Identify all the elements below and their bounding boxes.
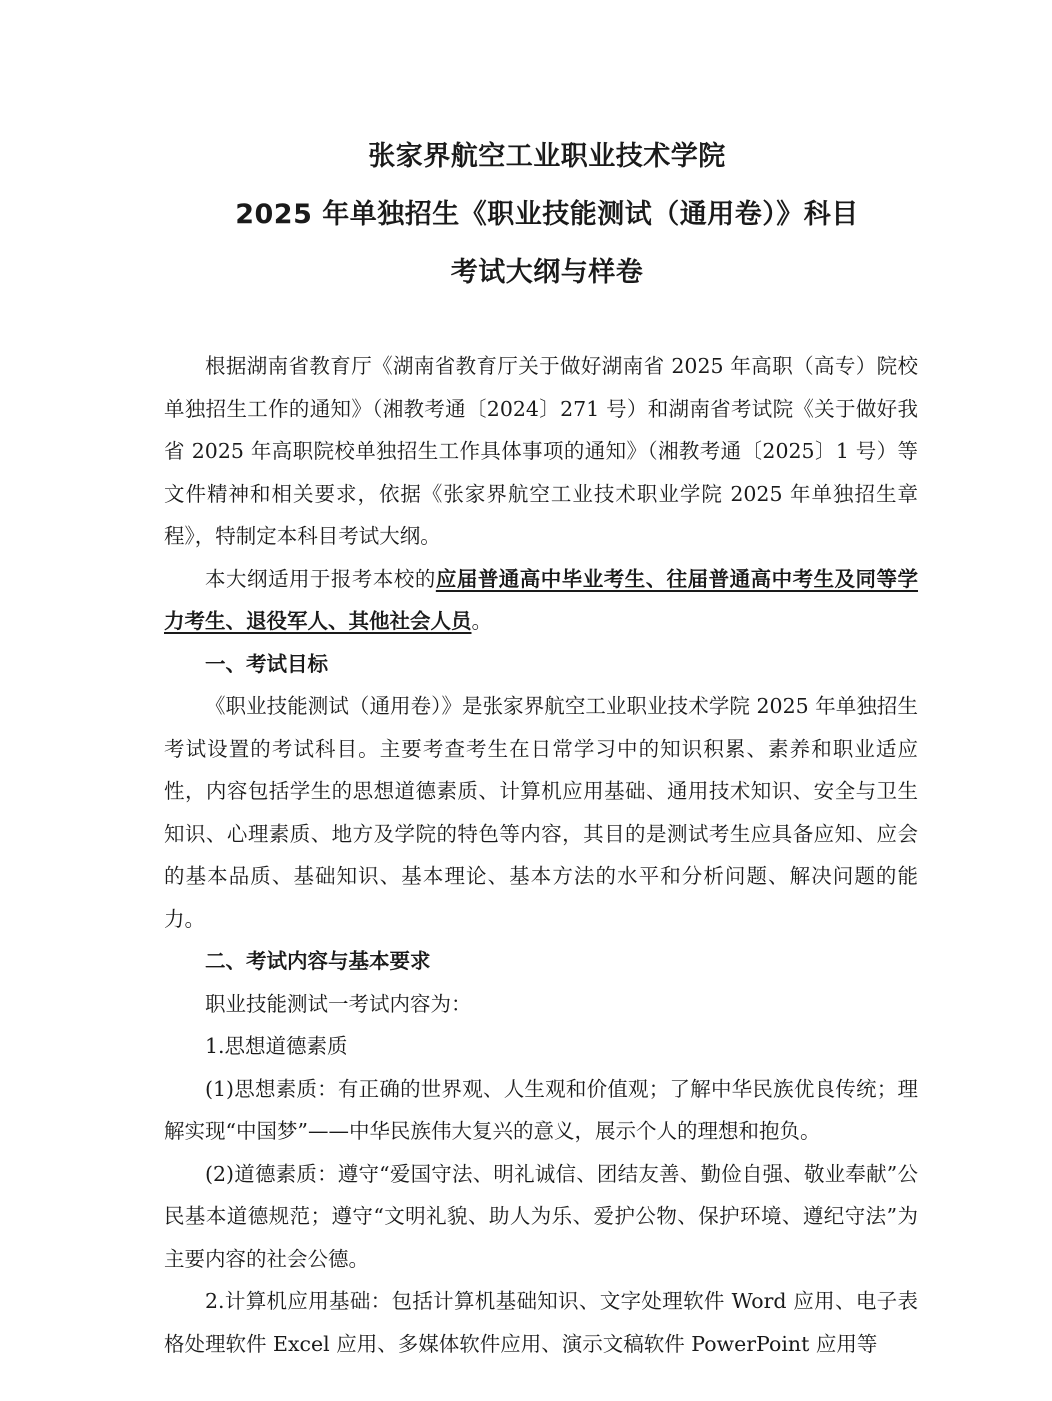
section2-heading: 二、考试内容与基本要求 [205, 949, 431, 973]
section2-lead: 职业技能测试一考试内容为： [205, 991, 472, 1016]
title-outline: 考试大纲与样卷 [450, 257, 644, 288]
intro-paragraph: 根据湖南省教育厅《湖南省教育厅关于做好湖南省 2025 年高职（高专）院校单独招生工作的通知》（湘教考通〔2024〕271 号）和湖南省考试院《关于做好我省 2025 年高职院校单独招生工作具体事项的通知》（湘教考通〔2025〕1 号）等文件精神和相关要求，依据《张家界航空工业技术职业学院 2025 年单独招生章程》，特制定本科目考试大纲。 [164, 354, 918, 548]
scope-suffix: 。 [471, 609, 492, 633]
section1-body: 《职业技能测试（通用卷）》是张家界航空工业职业技术学院 2025 年单独招生考试设置的考试科目。主要考查考生在日常学习中的知识积累、素养和职业适应性，内容包括学生的思想道德素质、计算机应用基础、通用技术知识、安全与卫生知识、心理素质、地方及学院的特色等内容，其目的是测试考生应具备应知、应会的基本品质、基础知识、基本理论、基本方法的水平和分析问题、解决问题的能力。 [164, 694, 918, 931]
scope-applicants: 应届普通高中毕业考生、往届普通高中考生及同等学力考生、退役军人、其他社会人员 [164, 566, 919, 633]
item1-thought: (1)思想素质：有正确的世界观、人生观和价值观；了解中华民族优良传统；理解实现“中国梦”——中华民族伟大复兴的意义，展示个人的理想和抱负。 [164, 1076, 918, 1143]
title-exam-subject: 2025 年单独招生《职业技能测试（通用卷）》科目 [235, 199, 859, 230]
item1-moral: (2)道德素质：遵守“爱国守法、明礼诚信、团结友善、勤俭自强、敬业奉献”公民基本道德规范；遵守“文明礼貌、助人为乐、爱护公物、保护环境、遵纪守法”为主要内容的社会公德。 [164, 1161, 918, 1271]
title-institution: 张家界航空工业职业技术学院 [368, 141, 726, 172]
section1-heading: 一、考试目标 [205, 651, 328, 676]
scope-paragraph [164, 558, 918, 643]
scope-prefix: 本大纲适用于报考本校的 [205, 566, 436, 591]
item1-title: 1.思想道德素质 [205, 1034, 348, 1058]
item2-computer: 2.计算机应用基础：包括计算机基础知识、文字处理软件 Word 应用、电子表格处理软件 Excel 应用、多媒体软件应用、演示文稿软件 PowerPoint 应用等 [164, 1289, 918, 1356]
document-body [164, 345, 918, 1365]
